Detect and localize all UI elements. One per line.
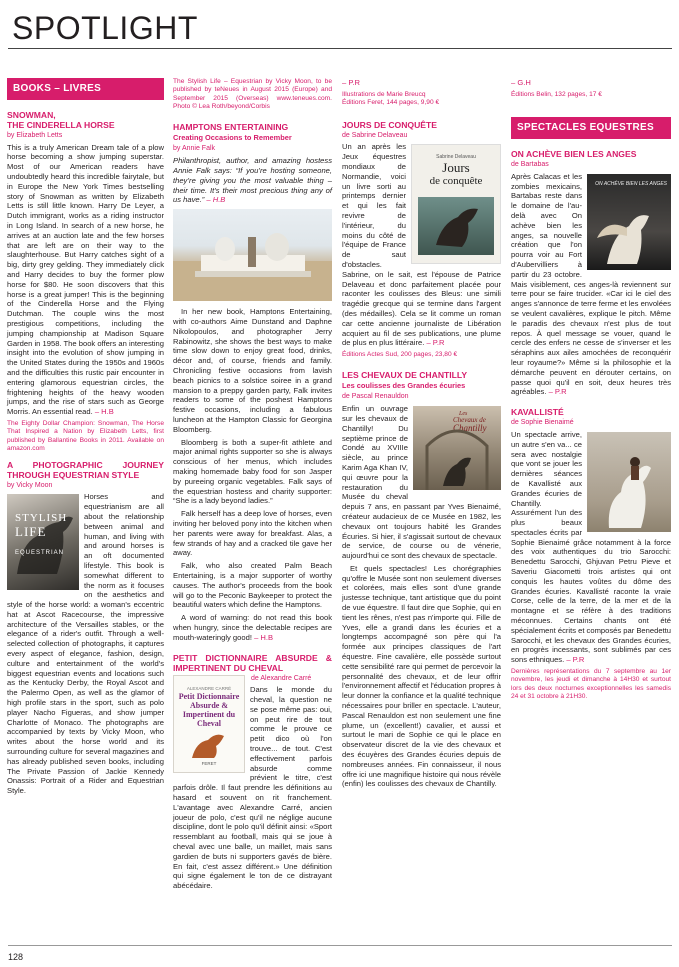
article-credit: Éditions Belin, 132 pages, 17 € (511, 90, 602, 98)
horse-silhouette-icon (7, 494, 79, 590)
page-title: SPOTLIGHT (12, 10, 198, 46)
rearing-horse-icon (587, 432, 671, 532)
photo-kavalliste-rider (587, 432, 671, 532)
article-intro: Philanthropist, author, and amazing hostess Annie Falk says: “If you’re hosting someone, they’re giving you the most valuable thing –their time. It’s their most precious thing any of us have.” – H.B (173, 156, 332, 205)
article-title-journey: A PHOTOGRAPHIC JOURNEY THROUGH EQUESTRIAN STYLE (7, 459, 164, 480)
article-credit: Illustrations de Marie Breucq Éditions Feret, 144 pages, 9,90 € (342, 90, 440, 107)
article-body: ALEXANDRE CARRÉ Petit Dictionnaire Absurde & Impertinent du Cheval FERET Dans le monde du cheval, la question ne se pose même pas: oui, on peut rire de tout comme le prouve ce petit dico où l'on trouve... de tout. C'est effectivement parfois absurde comme prévient le titre, c'est parfois drôle. Il faut prendre les définitions au hasard et souvent on rit franchement. L'avantage avec Alexandre Carré, ancien joueur de polo, c'est qu'il ne néglige aucune discipline, dont le polo qu'il définit ainsi: «Sport ressemblant au football, mais qui se joue à cheval avec une balle, un maillet, mais sans gardien de buts ni supporters gavés de bière. En fait, c'est assez différent.» Une définition qui signe également le ton de ce distrayant abécédaire. (173, 685, 332, 891)
article-body: Sabrine Delaveau Jours de conquête Un an après les Jeux équestres mondiaux de Normandie, voici un livre sorti au printemps dernier et qui les fait revivre de l'intérieur, du moins du côté de l'équipe de France de saut d'obstacles. Sabrine, on le sait, est l'épouse de Patrice Delaveau et donc parfaitement placée pour raconter les coulisses des Bleus: une simili tragédie grecque qui se termine dans l'argent (des médailles). Cela se lit comme un roman car cette ancienne journaliste de Libération acquiert au fil de ses publications, une plume de plus en plus littéraire. – P.R (342, 142, 501, 348)
section-bar-spectacles: SPECTACLES EQUESTRES (511, 117, 671, 139)
article-subtitle: Creating Occasions to Remember (173, 132, 292, 142)
article-body: Les Chevaux de Chantilly Enfin un ouvrage sur les chevaux de Chantilly! Du septième prince de Condé au XVIIIe siècle, au prince Karim Aga Khan IV, qui œuvre pour la restauration du Musée du cheval depuis 7 ans, en passant par Yves Bienaimé, créateur audacieux de ce Musée en 1982, les chevaux ont toujours habité les Grandes Écuries. Si hier, il s'agissait surtout de chevaux de service, de course ou de vénerie, aujourd'hui ce sont des chevaux de spectacle. (342, 404, 501, 561)
article-body: STYLISH LIFE EQUESTRIAN Horses and equestrianism are all about the relationship between animal and human, and living with and around horses is an oft documented lifestyle. This book is somewhat different to the norm as it focuses on the aesthetics and style of the horse world: a woman's eccentric hat at Ascot Racecourse, the impressive architecture of the Versailles stables, or the elegance of a rider's outfit. Through a well-selected collection of photographs, it captures every aspect of elegance, fashion, design, culture and entertainment of the world's biggest equestrian events and locations such as the Kentucky Derby, the Royal Ascot and the Palermo Open, as well as the glamor of high profile stars in the sport, such as polo player Nacho Figueras, and show jumper Charlotte of Monaco. The photographs are accompanied by texts by Vicky Moon, who writes about the horse world and its surrounding culture for several magazines and has already published seven books, including The Private Passion of Jackie Kennedy Onassis: Portrait of a Rider and Equestrian Style. (7, 492, 164, 796)
article-author: de Bartabas (511, 161, 549, 168)
article-title-hamptons: HAMPTONS ENTERTAINING (173, 121, 289, 132)
article-author: by Elizabeth Letts (7, 131, 63, 139)
horse-jumping-icon (412, 145, 500, 263)
article-author: de Alexandre Carré (251, 674, 312, 682)
poster-on-acheve-bien-les-anges: ON ACHÈVE BIEN LES ANGES (587, 174, 671, 270)
article-credit: The Stylish Life – Equestrian by Vicky Moon, to be published by teNeues in August 2015 (Europe) and September 2015 (Overseas) www.teneues.com. Photo © Lea Roth/beyond/Corbis (173, 78, 332, 111)
angel-horse-icon (587, 174, 671, 270)
column-2 (173, 78, 332, 894)
article-title-snowman: SNOWMAN, THE CINDERELLA HORSE (7, 109, 115, 130)
article-body: ON ACHÈVE BIEN LES ANGES Après Calacas et les zombies mexicains, Bartabas reste dans le domaine de l'au-delà avec On achève bien les anges, sa nouvelle création que l'on pourra voir au Fort d'Aubervilliers à partir du 23 octobre. Mais visiblement, ces anges-là reviennent sur terre pour se faire trucider. «Car ici le ciel des anges s'annonce de terre ferme et les envolées se veulent cavalières, explique le pitch. Même le paradis des chevaux n'est plus de tout repos. À quel message se vouer, quand le cercle des enfers ne cesse de s'inverser et les séraphins aux ailes amochées de reconquérir leur royaume?» Même si la philosophie et la démarche peuvent en dérouter certains, on passe quoi qu'il en soit, deux heures très agréables. – P.R (511, 171, 671, 397)
article-body: Falk herself has a deep love of horses, even inviting her beloved pony into the kitchen when her parents were away for breakfast. Alas, a few strands of hay and a cracked tile gave her away. (173, 509, 332, 558)
article-title-dictionnaire: PETIT DICTIONNAIRE ABSURDE & IMPERTINENT DU CHEVAL (173, 652, 332, 673)
article-title-conquete: JOURS DE CONQUÊTE (342, 119, 438, 130)
article-body: Falk, who also created Palm Beach Entertaining, is a major supporter of worthy causes. The author's proceeds from the book will go to the Peconic Baykeeper to protect the beautiful waters which define the Hamptons. (173, 561, 332, 610)
article-body: A word of warning: do not read this book when hungry, since the delectable recipes are mouth-wateringly good! – H.B (173, 613, 332, 642)
book-cover-jours-de-conquete: Sabrine Delaveau Jours de conquête (411, 144, 501, 264)
column-1 (7, 78, 164, 799)
article-body: Et quels spectacles! Les chorégraphies qu'offre le Musée sont non seulement diverses et colorées, mais elles sont d'une grande justesse technique, tant artistique que du point de vue équestre. Il faut dire que Sophie, qui en tient les rênes, n'est pas n'importe qui. Fille de Yves, elle a grandi dans les écuries et a longtemps accompagné son père qui l'a formée aux principes classiques de l'art équestre. Fine cavalière, elle possède surtout cette sensibilité rare qui permet de percevoir la personnalité des chevaux, et de leur offrir l'environnement affectif et l'éducation propres à leur donner la confiance et la qualité technique nécessaires pour briller en spectacle. L'auteur, Pascal Renauldon est non seulement une fine plume, un (excellent!) cavalier, et aussi et surtout le mari de Sophie ce qui le place en observateur discret de la vie des chevaux et des écuyères des Grandes écuries depuis de nombreuses années. Fin connaisseur, il nous offre ici une magnifique histoire qui nous révèle (enfin) les coulisses des chevaux de Chantilly. (342, 563, 501, 789)
article-title-anges: ON ACHÈVE BIEN LES ANGES (511, 149, 637, 159)
section-bar-books: BOOKS – LIVRES (7, 78, 164, 100)
book-cover-chevaux-de-chantilly: Les Chevaux de Chantilly (413, 406, 501, 490)
article-body: This is a truly American Dream tale of a plow horse becoming a show jumping superstar. Most of our American readers have undoubtedly heard this incredible fairytale, but in Europe the New York Times bestselling story of Snowman as written by Elizabeth Letts is still little known. Harry De Leyer, a Dutch immigrant, works as a riding instructor in Long Island. In search of a new horse, he arrives at an auction late and the few horses that are left are on their way to the slaughterhouse. But Harry catches sight of a big, dirty grey gelding. They immediately click and Harry decides to buy the former plow horse for $80. He soon discovers that this horse is a great jumper! This is the beginning of the Cinderella Horse and the Flying Dutchman. The couple wins the most prestigious competitions, including the jumping championship at Madison Square Garden in 1958. The book offers an interesting insight into the evolution of show jumping in the United States during the 1950s and 1960s and the difficulties this rustic pair encounter in entering glamorous equestrian circles, the frightening heights of the heavy wooden jumps, and the rise of stars such as George Morris. An essential read. – H.B (7, 142, 164, 417)
article-title-chantilly: LES CHEVAUX DE CHANTILLY (342, 369, 468, 380)
photo-beach-picnic (173, 209, 332, 301)
article-author: de Sabrine Delaveau (342, 131, 408, 139)
book-cover-dictionnaire: ALEXANDRE CARRÉ Petit Dictionnaire Absurde & Impertinent du Cheval FERET (173, 675, 245, 773)
article-credit: Éditions Actes Sud, 200 pages, 23,80 € (342, 351, 458, 359)
article-author: de Pascal Renauldon (342, 393, 409, 401)
column-3 (342, 78, 501, 792)
footer-rule (8, 945, 672, 946)
column-4 (511, 78, 671, 708)
page-header (8, 6, 672, 49)
article-title-kavalliste: KAVALLISTÉ (511, 407, 564, 418)
article-author: de Sophie Bienaimé (511, 419, 574, 427)
article-author: by Vicky Moon (7, 481, 53, 489)
article-body-cont: – P.R (342, 78, 361, 87)
page-number: 128 (8, 952, 24, 962)
stable-arch-icon (413, 406, 501, 490)
article-body: Un spectacle arrive, un autre s'en va... ce sera avec nostalgie que vont se jouer les dernières séances de Kavallisté aux Grandes écuries de Chantilly. Assurément l'un des plus beaux spectacles écrits par Sophie Bienaimé grâce notamment à la force des voix authentiques du trio Sarocchi: Benedettu Sarocchi, Ghjuvan Petru Pieve et Saveriu Giacometti trois artistes qui ont conquis les hautes voûtes du dôme des Grandes écuries. Kavallisté raconte la vraie Corse, celle de la terre, de la mer et de la montagne et se réfère à des traditions méconnues. Certains chants ont été spécialement écrits et composés par Benedettu Sarocchi, et les chevaux des Grandes écuries, en progrès incessants, sont sublimés par ces sons ethniques. – P.R (511, 429, 671, 665)
article-credit: The Eighty Dollar Champion: Snowman, The Horse That Inspired a Nation by Elizabeth Letts, first published by Ballantine Books in 2011. Available on amazon.com (7, 419, 164, 453)
article-body: Bloomberg is both a super-fit athlete and major animal rights supporter so she is always conscious of her menus, which includes making homemade baby food for son Jasper by pureeing organic vegetables. Falk says of the equestrian hostess and charity supporter: “She is a lady beyond ladies.” (173, 437, 332, 506)
article-author: by Annie Falk (173, 145, 216, 153)
article-credit: Dernières représentations du 7 septembre au 1er novembre, les jeudi et dimanche à 14H30 et surtout lors des deux nocturnes exceptionnelles les samedis 24 et 31 octobre à 21H30. (511, 668, 671, 701)
article-subtitle: Les coulisses des Grandes écuries (342, 380, 466, 390)
article-body-cont: – G.H (511, 78, 531, 87)
article-body: In her new book, Hamptons Entertaining, with co-authors Aime Dunstand and Daphne Nikolopoulos, and photographer Jerry Rabinowitz, she shows the best ways to make time slow down to enjoy great food, drinks, décor and, of course, friends and family. Chronicling festive occasions from lavish beach picnics to a solstice soiree in a grand mansion to a preppy garden party, Falk invites readers to some of the poshest Hamptons festive occasions, including a fabulous luncheon at the Hampton Classic for Georgina Bloomberg. (173, 307, 332, 434)
book-cover-stylish-life: STYLISH LIFE EQUESTRIAN (7, 494, 79, 590)
